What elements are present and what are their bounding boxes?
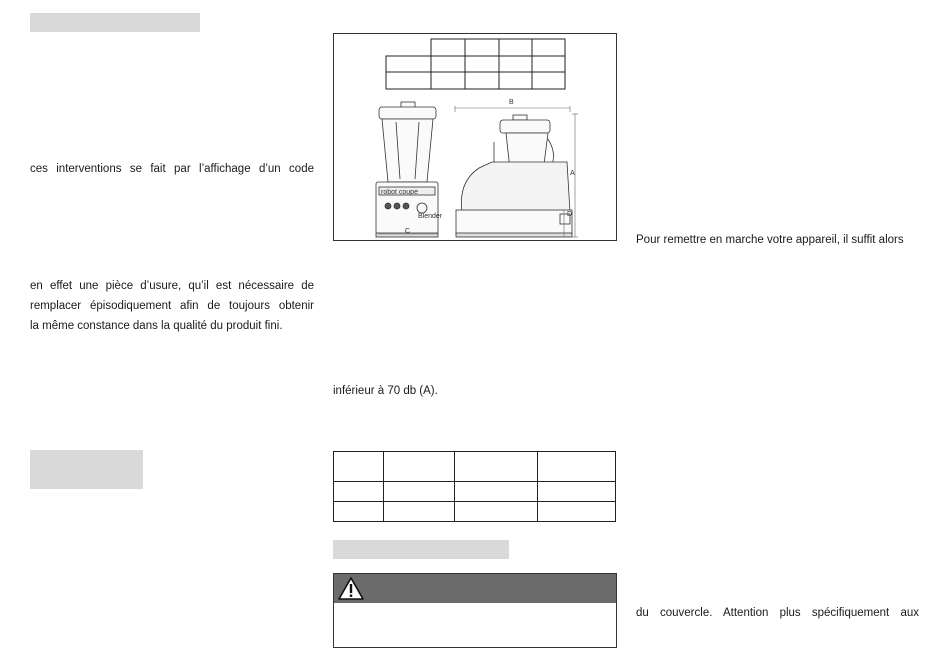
text-line: la même constance dans la qualité du produit fini. bbox=[30, 320, 283, 332]
warning-header bbox=[334, 574, 616, 603]
table-cell bbox=[334, 502, 384, 522]
table-cell bbox=[384, 452, 455, 482]
noise-level-text: inférieur à 70 db (A). bbox=[333, 385, 438, 397]
brand-label: robot coupe bbox=[381, 189, 418, 196]
restart-text: Pour remettre en marche votre appareil, il suffit alors bbox=[636, 234, 904, 246]
text-line: en effet une pièce d’usure, qu’il est nécessaire de bbox=[30, 280, 314, 292]
section-heading-bar bbox=[30, 450, 143, 489]
table-cell bbox=[455, 452, 538, 482]
table-cell bbox=[538, 482, 616, 502]
dimension-label-d: D bbox=[567, 211, 573, 218]
table-cell bbox=[538, 452, 616, 482]
blender-drawing bbox=[334, 34, 616, 240]
warning-box bbox=[333, 573, 617, 648]
lid-text: du couvercle. Attention plus spécifiquement aux bbox=[636, 607, 919, 619]
paragraph-code-display: ces interventions se fait par l’affichage d’un code bbox=[30, 163, 314, 175]
specs-table bbox=[333, 451, 616, 522]
dimension-label-b: B bbox=[509, 99, 514, 106]
text-line: remplacer épisodiquement afin de toujours obtenir bbox=[30, 300, 314, 312]
table-row bbox=[334, 502, 616, 522]
dimensions-table bbox=[386, 39, 565, 89]
table-row bbox=[334, 482, 616, 502]
table-cell bbox=[538, 502, 616, 522]
table-cell bbox=[334, 452, 384, 482]
dimension-label-c: C bbox=[405, 228, 411, 235]
dimensions-figure bbox=[333, 33, 617, 241]
table-cell bbox=[455, 482, 538, 502]
table-row bbox=[334, 452, 616, 482]
dimension-label-a: A bbox=[570, 170, 575, 177]
section-heading-bar bbox=[30, 13, 200, 32]
table-cell bbox=[455, 502, 538, 522]
table-cell bbox=[384, 502, 455, 522]
section-heading-bar bbox=[333, 540, 509, 559]
paragraph-wear-part bbox=[30, 276, 314, 336]
table-cell bbox=[384, 482, 455, 502]
warning-triangle-icon bbox=[337, 576, 365, 601]
side-view bbox=[456, 115, 572, 237]
model-label: Blender bbox=[418, 213, 443, 220]
table-cell bbox=[334, 482, 384, 502]
